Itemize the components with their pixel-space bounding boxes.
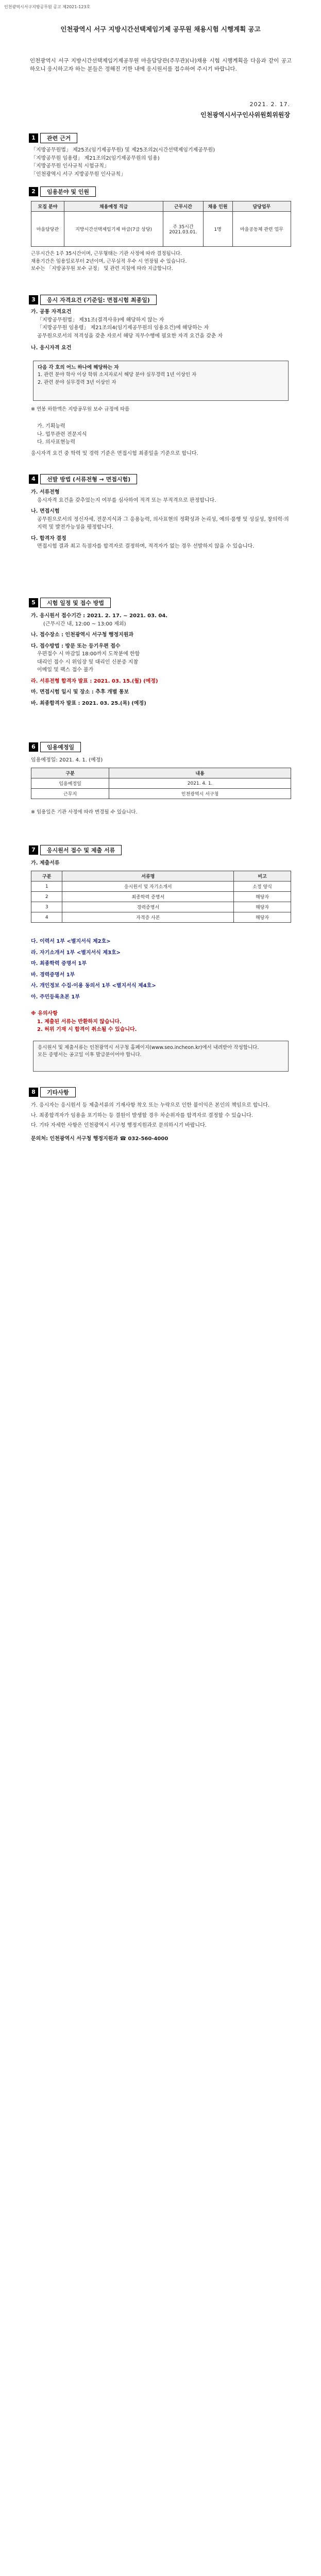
highlight-line: 라. 서류전형 합격자 발표 : 2021. 03. 15.(월) (예정) [31,678,158,684]
table-header-cell: 담당업무 [232,201,291,212]
section-label: 시험 일정 및 접수 방법 [40,598,111,608]
contact-line: 문의처: 인천광역시 서구청 행정지원과 ☎ 032-560-4000 [31,1136,168,1142]
appointment-table [31,768,291,799]
section-5-body [31,612,291,707]
table-cell: 해당자 [234,902,291,912]
table-cell: 응시원서 및 자기소개서 [62,882,234,892]
subheading: 나. 면접시험 [31,509,60,514]
table-cell: 경력증명서 [62,902,234,912]
table-cell: 최종학력 증명서 [62,892,234,902]
note-item: 보수는 「지방공무원 보수 규정」 및 관련 지침에 따라 지급합니다. [31,266,173,272]
list-item: 다. 기타 자세한 사항은 인천광역시 서구청 행정지원과로 문의하시기 바랍니다. [31,1123,207,1128]
note-item: 채용기간은 임용일로부터 2년이며, 근무실적 우수 시 연장될 수 있습니다. [31,258,187,264]
section-4-header [29,474,137,484]
table-cell: 인천광역시 서구청 [109,789,291,799]
table-cell: 1명 [203,212,232,247]
section-label: 선발 방법 (서류전형 → 면접시험) [40,474,137,484]
list-item: 「인천광역시 서구 지방공무원 인사규칙」 [31,171,126,177]
table-header-cell: 구분 [31,871,62,882]
evaluation-list [31,422,291,457]
paragraph: (근무시간 내, 12:00 ~ 13:00 제외) [43,621,126,627]
list-item: 다. 의사표현능력 [37,439,75,445]
table-cell: 4 [31,912,62,923]
table-header-row [31,201,291,212]
paragraph: 응시자격 요건을 갖추었는지 여부를 심사하여 적격 또는 부적격으로 판정합니다. [37,497,216,503]
table-cell: 지방시간선택제임기제 마급(7급 상당) [64,212,163,247]
box-line: 1. 관련 분야 학사 이상 학위 소지자로서 해당 분야 실무경력 1년 이상인 자 [38,372,197,378]
list-item: 「지방공무원 인사규칙 시험규칙」 [31,163,109,169]
section-number: 1 [29,133,38,143]
issuer: 인천광역시서구인사위원회위원장 [200,111,290,118]
list-item: 사. 개인정보 수집·이용 동의서 1부 <별지서식 제4호> [31,983,156,989]
subheading: 가. 응시원서 접수기간 : 2021. 2. 17. ~ 2021. 03. 04. [31,613,168,619]
warning-line: 1. 제출된 서류는 반환하지 않습니다. [37,1019,122,1025]
table-header-cell: 채용 인원 [203,201,232,212]
table-cell: 자격증 사본 [62,912,234,923]
table-row [31,902,291,912]
subheading: 나. 응시자격 요건 [31,345,72,351]
paragraph: 면접시험 결과 최고 득점자를 합격자로 결정하며, 적격자가 없는 경우 선발하지 않을 수 있습니다. [37,544,255,549]
section-4-body [31,488,291,551]
section-number: 4 [29,474,38,484]
subheading: 마. 면접시험 일시 및 장소 : 추후 개별 통보 [31,689,129,695]
subheading: 가. 서류전형 [31,489,60,495]
table-header-cell: 서류명 [62,871,234,882]
table-cell: 해당자 [234,892,291,902]
list-item: 라. 자기소개서 1부 <별지서식 제3호> [31,950,121,956]
table-row [31,789,291,799]
list-item: 가. 기획능력 [37,423,65,429]
subheading: 나. 접수장소 : 인천광역시 서구청 행정지원과 [31,632,134,638]
section-7-subtitle [31,859,291,868]
table-cell: 2021. 4. 1. [109,778,291,789]
table-row [31,778,291,789]
table-cell: 소정 양식 [234,882,291,892]
notice-title [21,25,300,34]
section-7-items [31,938,291,1001]
table-cell-text: 주 35시간 [173,225,194,230]
list-item: 아. 주민등록초본 1부 [31,994,80,1000]
section-number: 8 [29,1088,38,1097]
subheading: 다. 합격자 결정 [31,535,66,541]
documents-note-box [33,1041,289,1072]
section-number: 6 [29,742,38,752]
subheading: 다. 접수방법 : 방문 또는 등기우편 접수 [31,643,121,649]
section-2-header [29,187,96,196]
positions-table [31,201,291,247]
section-3-header [29,295,157,304]
table-cell: 2 [31,892,62,902]
table-cell: 해당자 [234,912,291,923]
section-number: 7 [29,845,38,855]
documents-table [31,871,291,923]
section-number: 2 [29,187,38,196]
paragraph: 공무원으로서의 정신자세, 전문지식과 그 응용능력, 의사표현의 정확성과 논리성, 예의·품행 및 성실성, 창의력·의지력 및 발전가능성을 평정합니다. [37,516,289,530]
box-line: 다음 각 호의 어느 하나에 해당하는 자 [38,365,119,370]
table-header-cell: 구분 [31,768,109,778]
table-header-cell: 모집 분야 [31,201,64,212]
table-header-cell: 근무시간 [163,201,203,212]
table-header-cell: 내용 [109,768,291,778]
section-1-body [31,146,291,178]
list-item: 「지방공무원 임용령」 제21조의2(임기제공무원의 임용) [31,155,160,161]
list-item: 「지방공무원 임용령」 제21조의4(임기제공무원의 임용요건)에 해당하는 자 [37,325,209,331]
page-header: 인천광역시서구지방공무원 공고 제2021-123호 [4,5,91,9]
list-item: 대리인 접수 시 위임장 및 대리인 신분증 지참 [37,659,139,665]
list-item: 가. 응시자는 응시원서 등 제출서류의 기재사항 착오 또는 누락으로 인한 불이익은 본인의 책임으로 합니다. [31,1103,270,1108]
section-2-notes [31,250,291,273]
list-item: 이메일 및 팩스 접수 불가 [37,667,94,673]
section-number: 5 [29,598,38,607]
table-row [31,892,291,902]
section-6-text: 임용예정일: 2021. 4. 1. (예정) [31,757,103,763]
notice-date: 2021. 2. 17. [249,101,290,108]
table-header-row [31,768,291,778]
note-item: 근무시간은 1주 35시간이며, 근무형태는 기관 사정에 따라 결정됩니다. [31,251,182,257]
list-item: 나. 업무관련 전문지식 [37,431,87,437]
table-row [31,912,291,923]
section-label: 임용예정일 [40,742,81,752]
intro-paragraph: 인천광역시 서구 지방시간선택제임기제공무원 마을담당관(주무관)(나)채용 시험 시행계획을 다음과 같이 공고하오니 응시하고자 하는 분들은 정해진 기한 내에 응시원서를 접수하여 주시기 바랍니다. [30,58,292,73]
list-item: 나. 최종합격자가 임용을 포기하는 등 결원이 발생할 경우 차순위자를 합격자로 결정할 수 있습니다. [31,1112,253,1118]
warning-line: 2. 허위 기재 시 합격이 취소될 수 있습니다. [37,1027,137,1032]
section-7-header [29,845,122,855]
section-8-body [31,1101,291,1143]
table-row [31,882,291,892]
section-3-body [31,308,291,352]
list-item: 공무원으로서의 적격성을 갖춘 자로서 해당 직무수행에 필요한 자격 요건을 갖춘 자 [37,333,223,339]
section-6-header [29,742,81,752]
list-item: 「지방공무원법」 제31조(결격사유)에 해당하지 않는 자 [37,317,164,323]
list-item: 「지방공무원법」 제25조(임기제공무원) 및 제25조의2(시간선택제임기제공무원) [31,147,215,153]
list-item: 바. 경력증명서 1부 [31,972,75,978]
extra-note: 응시자격 요건 중 학력 및 경력 기준은 면접시험 최종일을 기준으로 합니다. [31,450,198,456]
subheading: 바. 최종합격자 발표 : 2021. 03. 25.(목) (예정) [31,700,146,706]
section-8-header [29,1087,76,1097]
table-cell: 임용예정일 [31,778,109,789]
table-header-cell: 비고 [234,871,291,882]
table-row [31,212,291,247]
warning-title: ※ 유의사항 [31,1011,58,1016]
table-cell: 마을담당관 [31,212,64,247]
section-label: 임용분야 및 인원 [40,187,96,197]
box-line: 모든 증명서는 공고일 이후 발급분이어야 합니다. [38,1052,142,1058]
section-6-note: ※ 임용일은 기관 사정에 따라 변경될 수 있습니다. [31,809,138,815]
warning-block [31,1010,291,1034]
section-label: 관련 근거 [40,133,77,143]
table-cell: 근무지 [31,789,109,799]
title-line-1: 인천광역시 서구 지방시간선택제임기제 공무원 채용시험 시행계획 공고 [60,25,261,33]
subheading: 가. 제출서류 [31,860,60,866]
list-item: 우편접수 시 마감일 18:00까지 도착분에 한함 [37,651,140,657]
table-cell: 3 [31,902,62,912]
section-label: 응시 자격요건 (기준일: 면접시험 최종일) [40,295,157,305]
section-5-header [29,598,111,607]
list-item: 다. 이력서 1부 <별지서식 제2호> [31,939,111,944]
qualification-box [33,361,289,401]
box-line: 2. 관련 분야 실무경력 3년 이상인 자 [38,379,116,385]
table-cell-text: 2021.03.01. [169,230,197,235]
table-cell [163,212,203,247]
subheading: 가. 공통 자격요건 [31,309,72,315]
list-item: 마. 최종학력 증명서 1부 [31,961,87,967]
table-header-cell: 채용예정 직급 [64,201,163,212]
table-cell: 1 [31,882,62,892]
section-number: 3 [29,295,38,304]
table-header-row [31,871,291,882]
table-cell: 마을공동체 관련 업무 [232,212,291,247]
box-line: 응시원서 및 제출서류는 인천광역시 서구청 홈페이지(www.seo.incheon.kr)에서 내려받아 작성합니다. [38,1045,259,1050]
section-label: 기타사항 [40,1087,76,1097]
section-label: 응시원서 접수 및 제출 서류 [40,845,122,855]
section-1-header [29,133,77,143]
pay-note: ※ 연봉 하한액은 지방공무원 보수 규정에 따름 [31,406,130,412]
